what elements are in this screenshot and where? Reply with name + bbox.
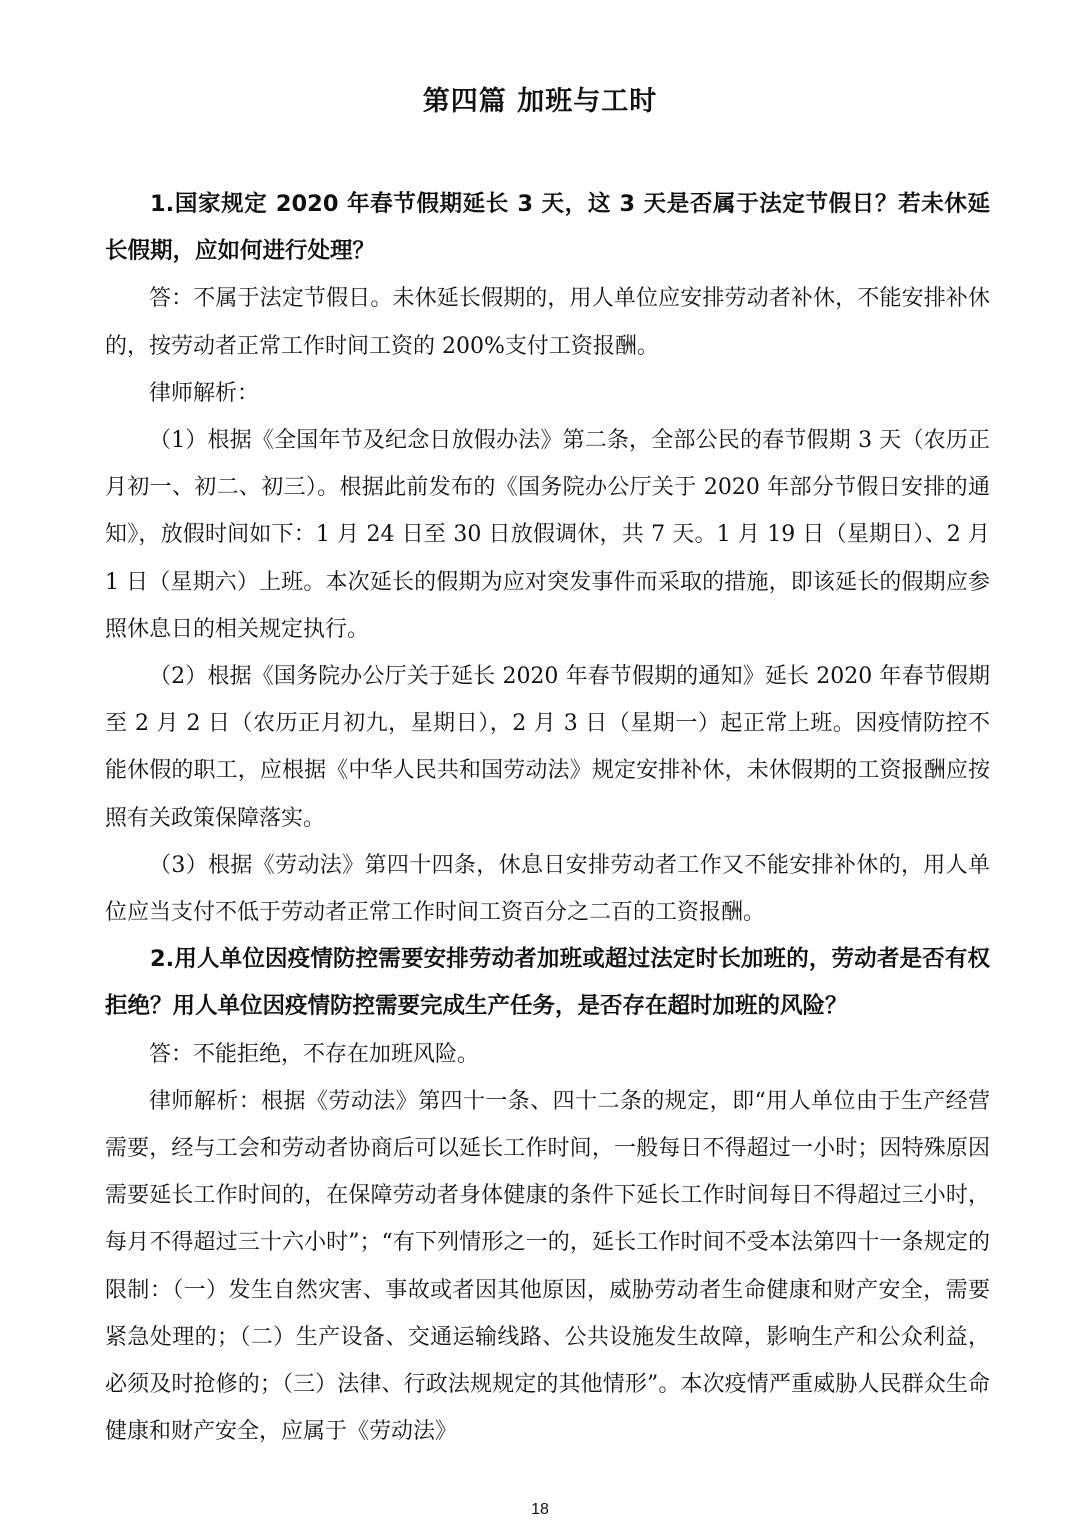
question-2: 2.用人单位因疫情防控需要安排劳动者加班或超过法定时长加班的，劳动者是否有权拒绝？用人单位因疫情防控需要完成生产任务，是否存在超时加班的风险？ <box>105 946 990 1020</box>
answer-2: 答：不能拒绝，不存在加班风险。 <box>149 1041 480 1067</box>
page-number: 18 <box>531 1501 549 1518</box>
document-body <box>105 181 990 1455</box>
analysis-point-2: （2）根据《国务院办公厅关于延长 2020 年春节假期的通知》延长 2020 年春节假期至 2 月 2 日（农历正月初九，星期日），2 月 3 日（星期一）起正常上班。因疫情防控不能休假的职工，应根据《中华人民共和国劳动法》规定安排补休，未休假期的工资报酬应按照有关政策保障落实。 <box>105 664 990 831</box>
answer-1: 答：不属于法定节假日。未休延长假期的，用人单位应安排劳动者补休，不能安排补休的，按劳动者正常工作时间工资的 200%支付工资报酬。 <box>105 286 990 359</box>
analysis-2: 律师解析：根据《劳动法》第四十一条、四十二条的规定，即“用人单位由于生产经营需要，经与工会和劳动者协商后可以延长工作时间，一般每日不得超过一小时；因特殊原因需要延长工作时间的，在保障劳动者身体健康的条件下延长工作时间每日不得超过三小时，每月不得超过三十六小时”；“有下列情形之一的，延长工作时间不受本法第四十一条规定的限制：（一）发生自然灾害、事故或者因其他原因，威胁劳动者生命健康和财产安全，需要紧急处理的；（二）生产设备、交通运输线路、公共设施发生故障，影响生产和公众利益，必须及时抢修的；（三）法律、行政法规规定的其他情形”。本次疫情严重威胁人民群众生命健康和财产安全，应属于《劳动法》 <box>105 1088 990 1445</box>
lawyer-analysis-label: 律师解析： <box>149 380 260 406</box>
question-1: 1.国家规定 2020 年春节假期延长 3 天，这 3 天是否属于法定节假日？若未休延长假期，应如何进行处理？ <box>105 191 990 265</box>
analysis-point-1: （1）根据《全国年节及纪念日放假办法》第二条，全部公民的春节假期 3 天（农历正月初一、初二、初三）。根据此前发布的《国务院办公厅关于 2020 年部分节假日安排的通知》，放假时间如下：1 月 24 日至 30 日放假调休，共 7 天。1 月 19 日（星期日）、2 月 1 日（星期六）上班。本次延长的假期为应对突发事件而采取的措施，即该延长的假期应参照休息日的相关规定执行。 <box>105 428 990 642</box>
chapter-title: 第四篇 加班与工时 <box>422 86 658 117</box>
analysis-point-3: （3）根据《劳动法》第四十四条，休息日安排劳动者工作又不能安排补休的，用人单位应当支付不低于劳动者正常工作时间工资百分之二百的工资报酬。 <box>105 852 990 926</box>
